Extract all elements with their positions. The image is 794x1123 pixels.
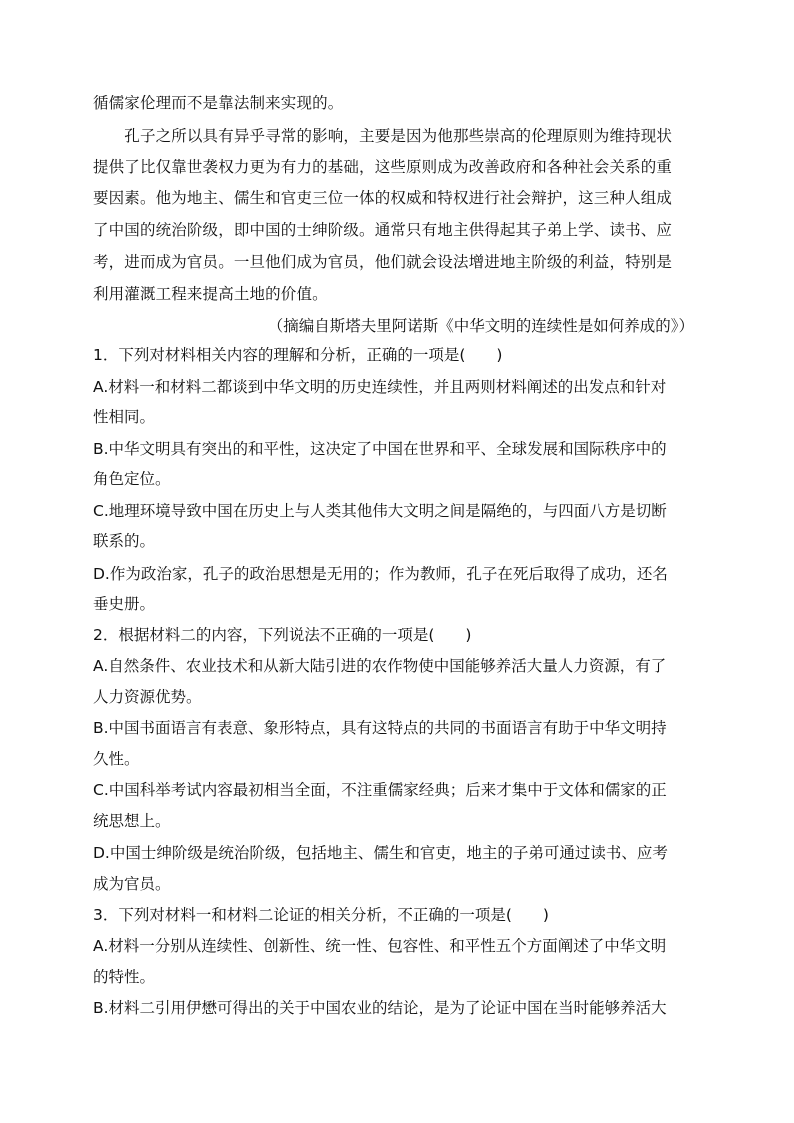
question-1-option-d-cont: 垂史册。 <box>93 595 156 613</box>
passage-line: 提供了比仅靠世袭权力更为有力的基础，这些原则成为改善政府和各种社会关系的重 <box>93 158 673 176</box>
passage-line: 了中国的统治阶级，即中国的士绅阶级。通常只有地主供得起其子弟上学、读书、应 <box>93 221 673 239</box>
passage-line: 孔子之所以具有异乎寻常的影响，主要是因为他那些崇高的伦理原则为维持现状 <box>93 127 673 145</box>
question-2-option-b-cont: 久性。 <box>93 750 140 768</box>
question-1-option-a-cont: 性相同。 <box>93 408 156 426</box>
passage-line: 利用灌溉工程来提高土地的价值。 <box>93 285 328 303</box>
question-2-stem: 2．根据材料二的内容，下列说法不正确的一项是( ) <box>93 626 472 644</box>
question-3-option-a: A.材料一分别从连续性、创新性、统一性、包容性、和平性五个方面阐述了中华文明 <box>93 937 667 955</box>
question-2-option-d: D.中国士绅阶级是统治阶级，包括地主、儒生和官吏，地主的子弟可通过读书、应考 <box>93 844 668 862</box>
passage-line: 循儒家伦理而不是靠法制来实现的。 <box>93 94 344 112</box>
question-1-option-b: B.中华文明具有突出的和平性，这决定了中国在世界和平、全球发展和国际秩序中的 <box>93 440 667 458</box>
passage-source: （摘编自斯塔夫里阿诺斯《中华文明的连续性是如何养成的》） <box>267 317 694 335</box>
question-1-option-a: A.材料一和材料二都谈到中华文明的历史连续性，并且两则材料阐述的出发点和针对 <box>93 378 667 396</box>
question-2-option-a: A.自然条件、农业技术和从新大陆引进的农作物使中国能够养活大量人力资源，有了 <box>93 657 667 675</box>
question-1-option-b-cont: 角色定位。 <box>93 470 171 488</box>
question-3-option-b: B.材料二引用伊懋可得出的关于中国农业的结论，是为了论证中国在当时能够养活大 <box>93 999 667 1017</box>
question-3-stem: 3．下列对材料一和材料二论证的相关分析，不正确的一项是( ) <box>93 906 549 924</box>
question-1-option-c: C.地理环境导致中国在历史上与人类其他伟大文明之间是隔绝的，与四面八方是切断 <box>93 502 667 520</box>
question-1-option-d: D.作为政治家，孔子的政治思想是无用的；作为教师，孔子在死后取得了成功，还名 <box>93 565 668 583</box>
question-1-option-c-cont: 联系的。 <box>93 532 156 550</box>
question-2-option-c: C.中国科举考试内容最初相当全面，不注重儒家经典；后来才集中于文体和儒家的正 <box>93 781 667 799</box>
passage-line: 要因素。他为地主、儒生和官吏三位一体的权威和特权进行社会辩护，这三种人组成 <box>93 189 673 207</box>
question-2-option-b: B.中国书面语言有表意、象形特点，具有这特点的共同的书面语言有助于中华文明持 <box>93 719 667 737</box>
passage-line: 考，进而成为官员。一旦他们成为官员，他们就会设法增进地主阶级的利益，特别是 <box>93 253 673 271</box>
question-3-option-a-cont: 的特性。 <box>93 968 156 986</box>
question-1-stem: 1．下列对材料相关内容的理解和分析，正确的一项是( ) <box>93 346 503 364</box>
question-2-option-d-cont: 成为官员。 <box>93 875 171 893</box>
question-2-option-c-cont: 统思想上。 <box>93 812 171 830</box>
question-2-option-a-cont: 人力资源优势。 <box>93 688 202 706</box>
